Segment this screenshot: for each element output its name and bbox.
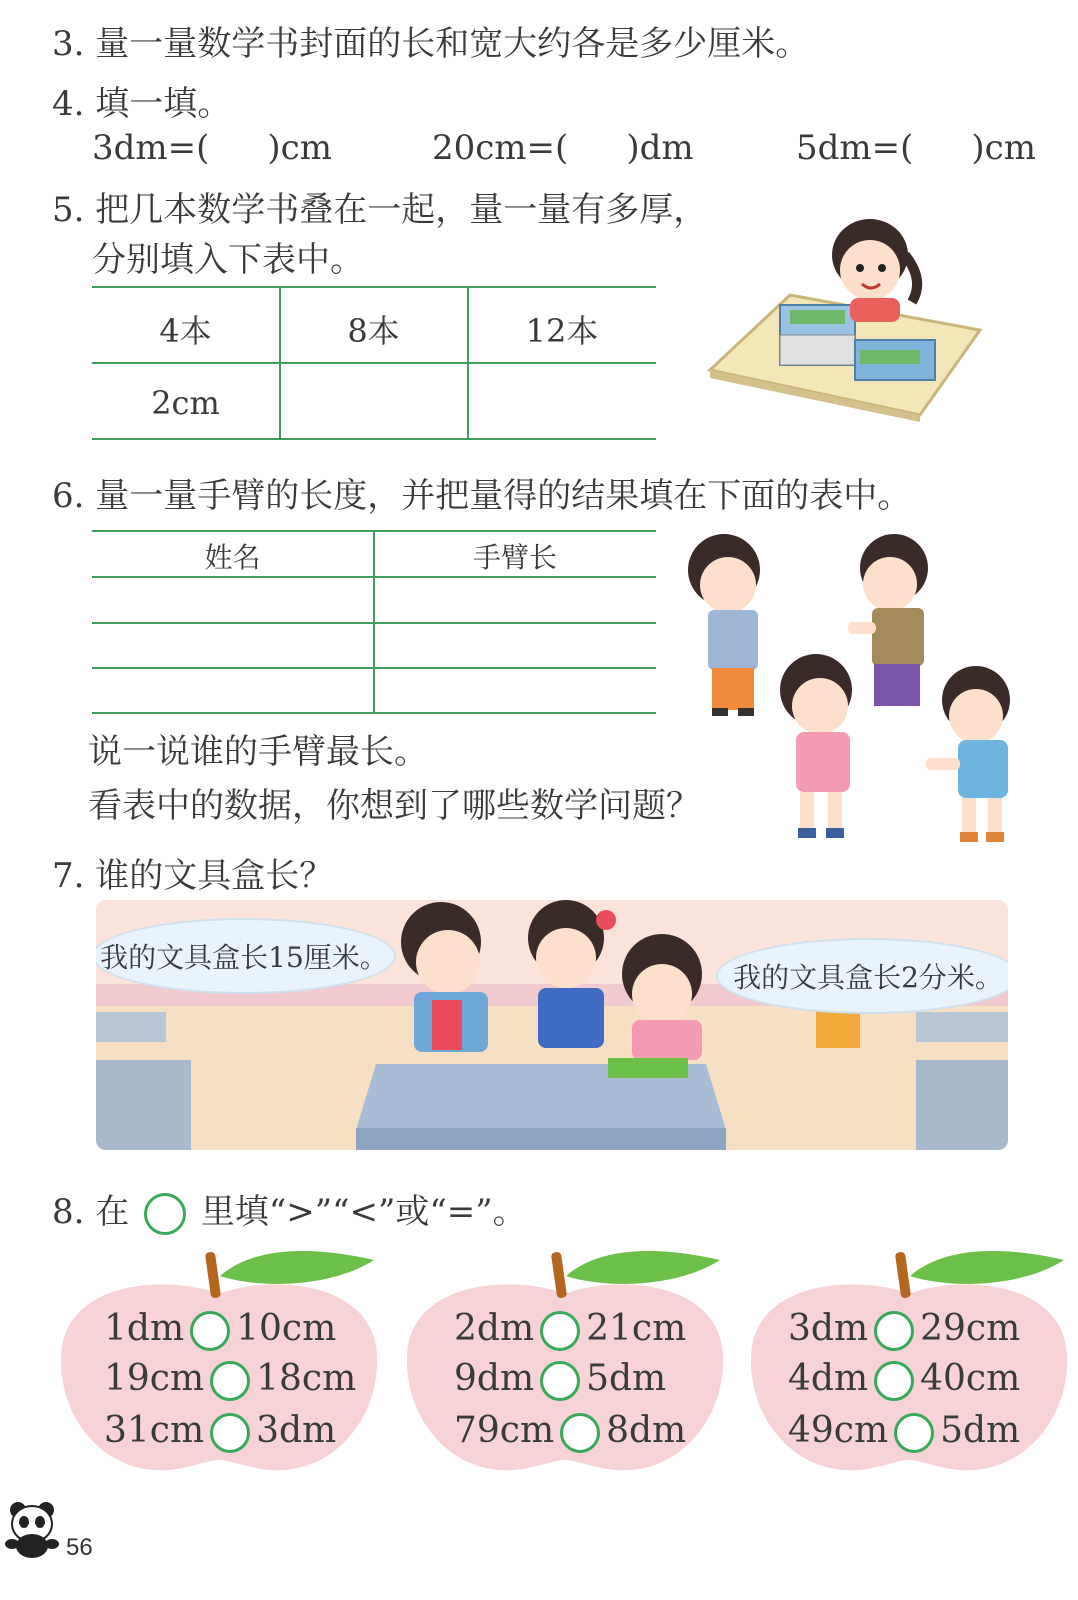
panda-icon [4, 1500, 60, 1560]
apple-card-1 [54, 1246, 384, 1476]
table-header: 手臂长 [472, 541, 557, 574]
question-6-line2: 看表中的数据，你想到了哪些数学问题？ [88, 786, 700, 826]
name-input[interactable] [102, 582, 366, 620]
classroom-scene [96, 900, 1008, 1150]
compare-row: 4dm 40cm [788, 1358, 1021, 1399]
question-number: 5. [52, 190, 85, 230]
speech-bubble-left: 我的文具盒长15厘米。 [96, 918, 396, 994]
question-suffix: 里填“>”“<”或“=”。 [200, 1192, 527, 1232]
thickness-table [92, 286, 656, 440]
question-text: 填一填。 [95, 84, 232, 124]
arm-length-input[interactable] [384, 672, 648, 710]
page-number: 56 [66, 1534, 93, 1561]
compare-row: 3dm 29cm [788, 1308, 1021, 1349]
table-header: 8本 [347, 312, 400, 350]
answer-circle[interactable] [540, 1361, 580, 1401]
answer-input[interactable] [292, 378, 456, 424]
answer-circle[interactable] [894, 1413, 934, 1453]
question-6-line1: 说一说谁的手臂最长。 [88, 732, 428, 772]
compare-row: 2dm 21cm [454, 1308, 687, 1349]
compare-row: 1dm 10cm [104, 1308, 337, 1349]
name-input[interactable] [102, 627, 366, 665]
name-input[interactable] [102, 672, 366, 710]
compare-row: 49cm 5dm [788, 1410, 1021, 1451]
question-5-line2: 分别填入下表中。 [92, 240, 364, 280]
question-number: 3. [52, 24, 85, 64]
fill-item-3: 5dm=( )cm [796, 128, 1036, 168]
compare-row: 31cm 3dm [104, 1410, 337, 1451]
answer-circle[interactable] [560, 1413, 600, 1453]
answer-circle[interactable] [874, 1311, 914, 1351]
circle-icon [144, 1193, 186, 1235]
question-6 [52, 476, 911, 516]
girl-books-illustration [700, 210, 990, 425]
arm-length-table [92, 530, 656, 714]
answer-circle[interactable] [210, 1413, 250, 1453]
question-text: 谁的文具盒长？ [95, 856, 334, 896]
question-5 [52, 190, 707, 230]
question-text: 把几本数学书叠在一起，量一量有多厚， [95, 190, 708, 230]
question-3 [52, 24, 809, 64]
speech-bubble-right: 我的文具盒长2分米。 [716, 938, 1008, 1014]
table-header: 4本 [159, 312, 212, 350]
table-header: 姓名 [204, 541, 261, 574]
question-text: 量一量手臂的长度，并把量得的结果填在下面的表中。 [95, 476, 912, 516]
compare-row: 19cm 18cm [104, 1358, 357, 1399]
compare-row: 79cm 8dm [454, 1410, 687, 1451]
question-7 [52, 856, 333, 896]
question-number: 7. [52, 856, 85, 896]
answer-circle[interactable] [210, 1361, 250, 1401]
question-4-title [52, 84, 231, 124]
question-text: 量一量数学书封面的长和宽大约各是多少厘米。 [95, 24, 810, 64]
answer-input[interactable] [482, 378, 646, 424]
question-prefix: 在 [95, 1192, 130, 1232]
answer-input[interactable] [568, 131, 626, 168]
compare-row: 9dm 5dm [454, 1358, 667, 1399]
answer-circle[interactable] [540, 1311, 580, 1351]
question-number: 4. [52, 84, 85, 124]
apple-card-2 [400, 1246, 730, 1476]
apple-card-3 [744, 1246, 1074, 1476]
answer-circle[interactable] [190, 1311, 230, 1351]
answer-input[interactable] [913, 131, 971, 168]
question-8 [52, 1192, 527, 1235]
children-arms-illustration [676, 530, 1056, 860]
fill-item-1: 3dm=( )cm [92, 128, 332, 168]
question-number: 8. [52, 1192, 85, 1232]
arm-length-input[interactable] [384, 582, 648, 620]
table-header: 12本 [525, 312, 599, 350]
answer-circle[interactable] [874, 1361, 914, 1401]
table-cell: 2cm [151, 384, 220, 422]
question-number: 6. [52, 476, 85, 516]
fill-item-2: 20cm=( )dm [432, 128, 694, 168]
answer-input[interactable] [209, 131, 267, 168]
arm-length-input[interactable] [384, 627, 648, 665]
